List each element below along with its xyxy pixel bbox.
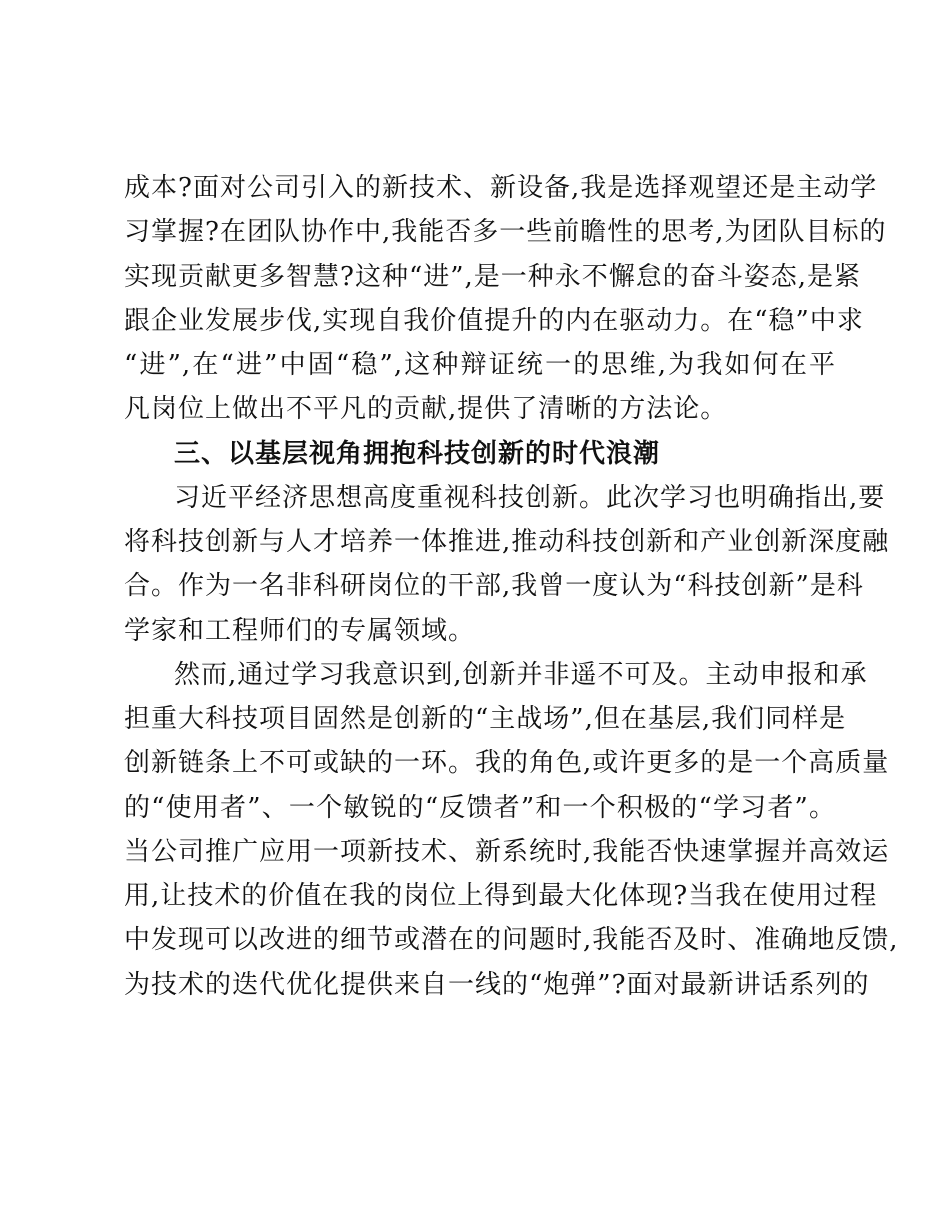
section-heading: 三、以基层视角拥抱科技创新的时代浪潮 (174, 439, 661, 469)
paragraph-line: 担重大科技项目固然是创新的“主战场”,但在基层,我们同样是 (124, 704, 847, 734)
paragraph-line: 合。作为一名非科研岗位的干部,我曾一度认为“科技创新”是科 (124, 571, 864, 601)
paragraph-line: 然而,通过学习我意识到,创新并非遥不可及。主动申报和承 (174, 660, 868, 690)
paragraph-line: 凡岗位上做出不平凡的贡献,提供了清晰的方法论。 (124, 394, 728, 424)
paragraph-line: 创新链条上不可或缺的一环。我的角色,或许更多的是一个高质量 (124, 748, 890, 778)
paragraph-line: 将科技创新与人才培养一体推进,推动科技创新和产业创新深度融 (124, 527, 890, 557)
paragraph-line: 习近平经济思想高度重视科技创新。此次学习也明确指出,要 (174, 483, 886, 513)
paragraph-line: 习掌握?在团队协作中,我能否多一些前瞻性的思考,为团队目标的 (124, 217, 887, 247)
paragraph-line: “进”,在“进”中固“稳”,这种辩证统一的思维,为我如何在平 (124, 350, 836, 380)
paragraph-line: 成本?面对公司引入的新技术、新设备,我是选择观望还是主动学 (124, 173, 878, 203)
paragraph-line: 跟企业发展步伐,实现自我价值提升的内在驱动力。在“稳”中求 (124, 306, 864, 336)
paragraph-line: 中发现可以改进的细节或潜在的问题时,我能否及时、准确地反馈, (124, 925, 899, 955)
paragraph-line: 实现贡献更多智慧?这种“进”,是一种永不懈怠的奋斗姿态,是紧 (124, 262, 862, 292)
paragraph-line: 用,让技术的价值在我的岗位上得到最大化体现?当我在使用过程 (124, 881, 878, 911)
paragraph-line: 当公司推广应用一项新技术、新系统时,我能否快速掌握并高效运 (124, 837, 890, 867)
paragraph-line: 为技术的迭代优化提供来自一线的“炮弹”?面对最新讲话系列的 (124, 970, 870, 1000)
paragraph-line: 的“使用者”、一个敏锐的“反馈者”和一个积极的“学习者”。 (124, 793, 836, 823)
paragraph-line: 学家和工程师们的专属领域。 (124, 616, 476, 646)
